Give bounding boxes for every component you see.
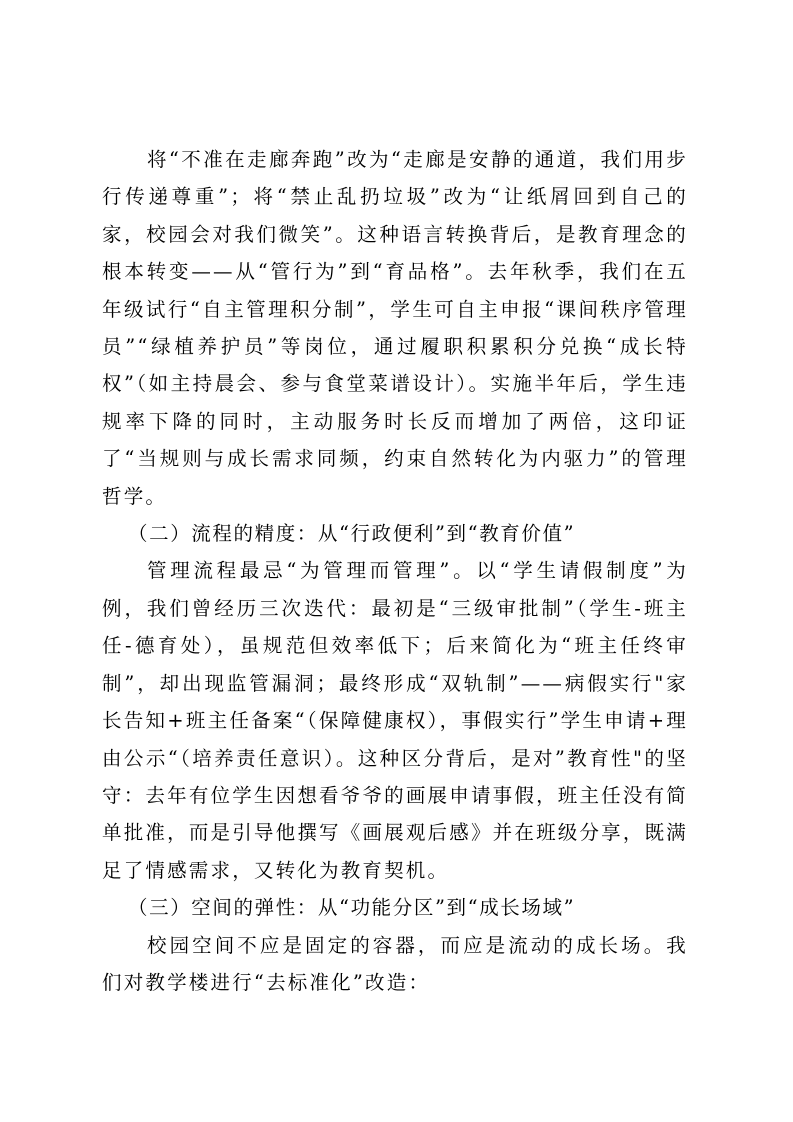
paragraph-campus-space: 校园空间不应是固定的容器，而应是流动的成长场。我们对教学楼进行“去标准化”改造： <box>102 933 688 994</box>
paragraph-leave-system: 管理流程最忌“为管理而管理”。以“学生请假制度”为例，我们曾经历三次迭代：最初是“三级审批制”（学生-班主任-德育处），虽规范但效率低下；后来简化为“班主任终审制”，却出现监管漏洞；最终形成“双轨制”——病假实行"家长告知+班主任备案“（保障健康权），事假实行”学生申请+理由公示“（培养责任意识）。这种区分背后，是对”教育性"的坚守：去年有位学生因想看爷爷的画展申请事假，班主任没有简单批准，而是引导他撰写《画展观后感》并在班级分享，既满足了情感需求，又转化为教育契机。 <box>102 559 688 882</box>
paragraph-language-transformation: 将“不准在走廊奔跑”改为“走廊是安静的通道，我们用步行传递尊重”；将“禁止乱扔垃圾”改为“让纸屑回到自己的家，校园会对我们微笑”。这种语言转换背后，是教育理念的根本转变——从“管行为”到“育品格”。去年秋季，我们在五年级试行“自主管理积分制”，学生可自主申报“课间秩序管理员”“绿植养护员”等岗位，通过履职积累积分兑换“成长特权”（如主持晨会、参与食堂菜谱设计）。实施半年后，学生违规率下降的同时，主动服务时长反而增加了两倍，这印证了“当规则与成长需求同频，约束自然转化为内驱力”的管理哲学。 <box>102 148 688 508</box>
document-body <box>102 141 688 1001</box>
section-heading-space-flexibility: （三）空间的弹性：从“功能分区”到“成长场域” <box>128 896 576 920</box>
section-heading-process-precision: （二）流程的精度：从“行政便利”到“教育价值” <box>128 522 576 546</box>
